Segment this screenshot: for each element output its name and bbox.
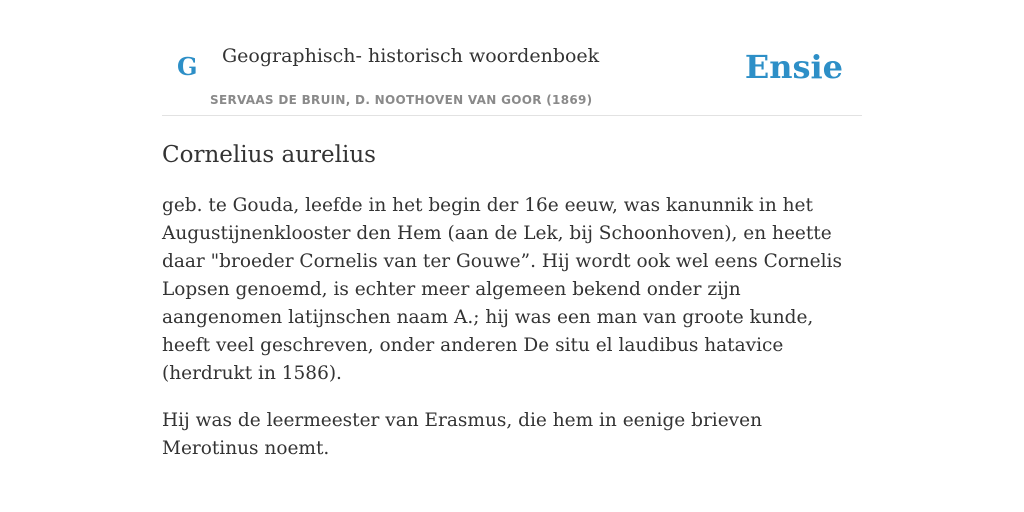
entry-paragraph: geb. te Gouda, leefde in het begin der 16e eeuw, was kanunnik in het Augustijnenklooster den Hem (aan de Lek, bij Schoonhoven), en heette daar "broeder Cornelis van ter Gouwe”. Hij wordt ook wel eens Cornelis Lopsen genoemd, is echter meer algemeen bekend onder zijn aangenomen latijnschen naam A.; hij was een man van groote kunde, heeft veel geschreven, onder anderen De situ el laudibus hatavice (herdrukt in 1586). — [162, 194, 842, 384]
dictionary-title[interactable]: Geographisch- historisch woordenboek — [222, 45, 600, 67]
entry-body — [162, 192, 862, 463]
entry-paragraph: Hij was de leermeester van Erasmus, die hem in eenige brieven Merotinus noemt. — [162, 409, 762, 459]
dictionary-logo-letter[interactable]: G — [177, 52, 198, 81]
dictionary-header — [162, 0, 862, 116]
dictionary-authors: SERVAAS DE BRUIN, D. NOOTHOVEN VAN GOOR (1869) — [210, 93, 593, 107]
page-container — [162, 0, 862, 463]
entry-title: Cornelius aurelius — [162, 142, 376, 168]
ensie-logo[interactable]: Ensie — [744, 48, 843, 86]
